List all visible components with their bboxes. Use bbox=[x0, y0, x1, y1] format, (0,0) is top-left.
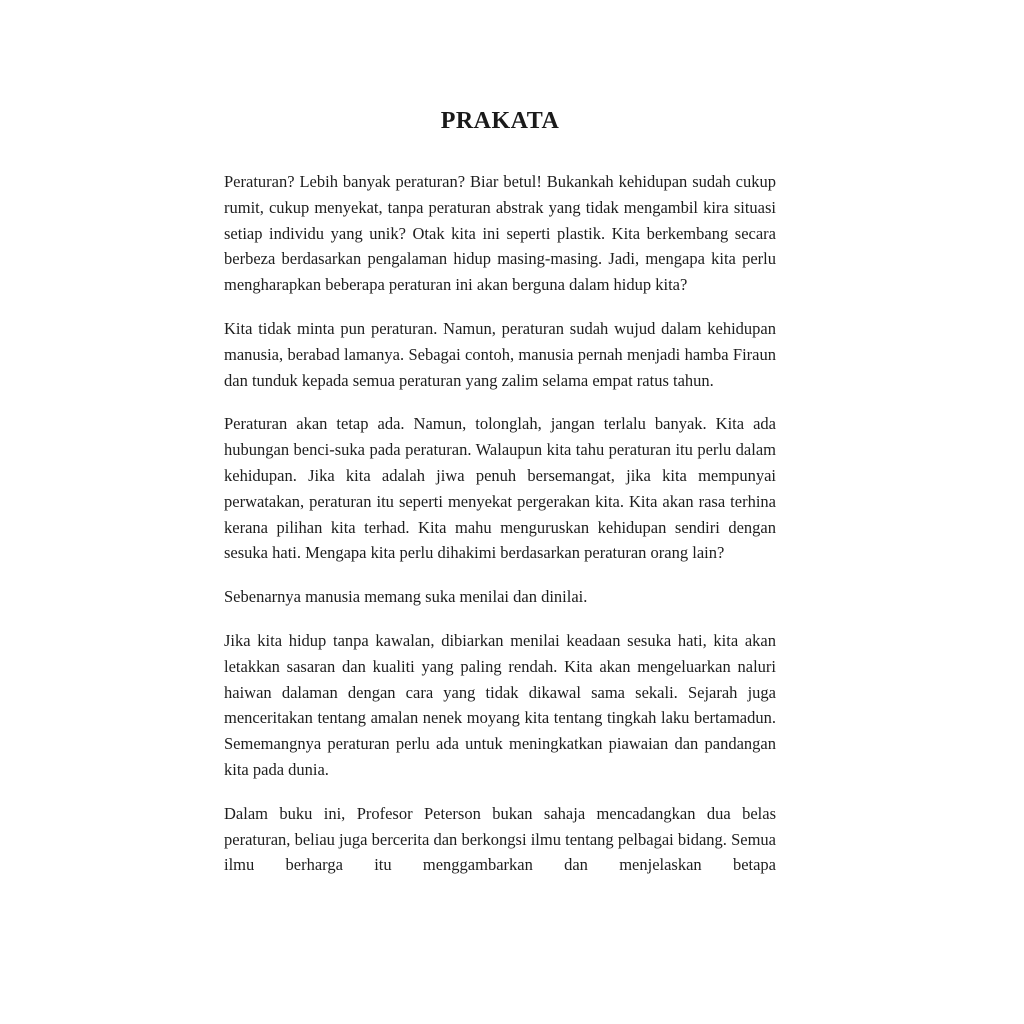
paragraph-1: Peraturan? Lebih banyak peraturan? Biar betul! Bukankah kehidupan sudah cukup rumit, cukup menyekat, tanpa peraturan abstrak yang tidak mengambil kira situasi setiap individu yang unik? Otak kita ini seperti plastik. Kita berkembang secara berbeza berdasarkan pengalaman hidup masing-masing. Jadi, mengapa kita perlu mengharapkan beberapa peraturan ini akan berguna dalam hidup kita? bbox=[224, 172, 776, 295]
body-text bbox=[224, 169, 776, 896]
paragraph-2: Kita tidak minta pun peraturan. Namun, peraturan sudah wujud dalam kehidupan manusia, berabad lamanya. Sebagai contoh, manusia pernah menjadi hamba Firaun dan tunduk kepada semua peraturan yang zalim selama empat ratus tahun. bbox=[224, 318, 776, 390]
paragraph-6: Dalam buku ini, Profesor Peterson bukan sahaja mencadangkan dua belas peraturan, beliau juga bercerita dan berkongsi ilmu tentang pelbagai bidang. Semua ilmu berharga itu menggambarkan dan menjelaskan betapa bbox=[224, 803, 776, 875]
paragraph-4: Sebenarnya manusia memang suka menilai dan dinilai. bbox=[224, 587, 588, 607]
page-title: PRAKATA bbox=[440, 108, 560, 134]
paragraph-3: Peraturan akan tetap ada. Namun, tolonglah, jangan terlalu banyak. Kita ada hubungan benci-suka pada peraturan. Walaupun kita tahu peraturan itu perlu dalam kehidupan. Jika kita adalah jiwa penuh bersemangat, jika kita mempunyai perwatakan, peraturan itu seperti menyekat pergerakan kita. Kita akan rasa terhina kerana pilihan kita terhad. Kita mahu menguruskan kehidupan sendiri dengan sesuka hati. Mengapa kita perlu dihakimi berdasarkan peraturan orang lain? bbox=[224, 414, 776, 563]
paragraph-5: Jika kita hidup tanpa kawalan, dibiarkan menilai keadaan sesuka hati, kita akan letakkan sasaran dan kualiti yang paling rendah. Kita akan mengeluarkan naluri haiwan dalaman dengan cara yang tidak dikawal sama sekali. Sejarah juga menceritakan tentang amalan nenek moyang kita tentang tingkah laku bertamadun. Sememangnya peraturan perlu ada untuk meningkatkan piawaian dan pandangan kita pada dunia. bbox=[224, 630, 776, 779]
